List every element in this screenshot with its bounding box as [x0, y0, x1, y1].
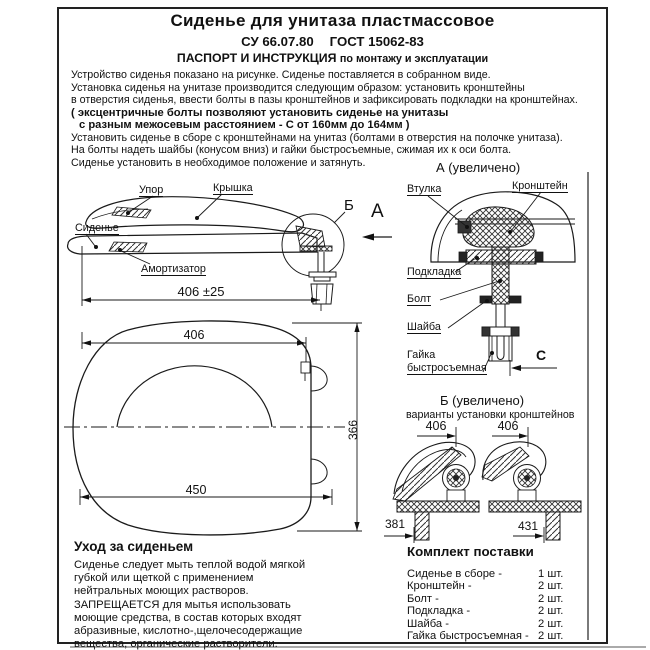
label-shayba: Шайба — [407, 321, 441, 333]
detail-b-marker: Б — [344, 197, 354, 214]
package-item-qty: 2 шт. — [538, 592, 564, 605]
package-section — [407, 544, 563, 643]
care-line: ЗАПРЕЩАЕТСЯ для мытья использовать — [74, 598, 291, 611]
label-upor: Упор — [139, 184, 164, 196]
intro-line: На болты надеть шайбы (конусом вниз) и гайки быстросъемные, сжимая их к оси болта. — [71, 144, 512, 157]
package-row — [407, 630, 563, 642]
dim-v2-431: 431 — [518, 519, 539, 533]
intro-line: в отверстия сиденья, ввести болты в пазы кронштейнов и зафиксировать подкладки на кронштейнах. — [71, 94, 578, 107]
package-row — [407, 618, 563, 630]
package-row — [407, 593, 563, 605]
package-item-name: Подкладка - — [407, 605, 471, 618]
dim-v1-381: 381 — [385, 517, 406, 531]
care-section — [74, 539, 305, 650]
package-item-qty: 2 шт. — [538, 605, 564, 618]
detail-a-title: А (увеличено) — [436, 160, 521, 175]
care-line: моющие средства, в состав которых входят — [74, 611, 302, 624]
intro-text — [71, 69, 578, 169]
care-line: Сиденье следует мыть теплой водой мягкой — [74, 559, 306, 571]
label-amortizator: Амортизатор — [141, 263, 206, 275]
dim-c-label: С — [536, 347, 547, 363]
dim-406-25: 406 ±25 — [177, 284, 225, 299]
label-gayka-line1: Гайка — [407, 349, 436, 361]
package-row — [407, 580, 563, 592]
intro-bold-line: ( эксцентричные болты позволяют установить сиденье на унитазы — [71, 106, 449, 119]
dim-bottom-450: 450 — [185, 483, 207, 497]
page-title: Сиденье для унитаза пластмассовое — [170, 11, 495, 30]
dim-top-406: 406 — [183, 328, 205, 342]
package-item-qty: 2 шт. — [538, 630, 564, 643]
label-kronshtein: Кронштейн — [512, 180, 568, 192]
package-item-qty: 2 шт. — [538, 580, 564, 593]
package-row — [407, 568, 563, 580]
care-line: вещества, органические растворители. — [74, 638, 278, 650]
dim-side-366: 366 — [346, 419, 360, 440]
care-line: нейтральных моющих растворов. — [74, 585, 249, 598]
dim-v1-406: 406 — [425, 419, 447, 433]
intro-bold-line: с разным межосевым расстоянием - С от 160мм до 164мм ) — [79, 119, 410, 132]
label-sidenye: Сиденье — [75, 222, 119, 234]
intro-line: Устройство сиденья показано на рисунке. Сиденье поставляется в собранном виде. — [71, 69, 491, 81]
header — [60, 11, 605, 65]
label-bolt: Болт — [407, 293, 432, 305]
label-podkladka: Подкладка — [407, 266, 462, 278]
model-number: СУ 66.07.80 — [241, 34, 314, 49]
package-item-name: Болт - — [407, 592, 439, 605]
care-line: абразивные, кислотно-,щелочесодержащие — [74, 625, 303, 638]
package-item-name: Сиденье в сборе - — [407, 568, 502, 580]
intro-line: Установка сиденья на унитазе производится следующим образом: установить кронштейны — [71, 81, 525, 94]
label-kryshka: Крышка — [213, 182, 253, 194]
dim-v2-406: 406 — [497, 419, 519, 433]
label-gayka-line2: быстросъемная — [407, 362, 487, 374]
intro-line: Установить сиденье в сборе с кронштейнами на унитаз (болтами в отверстия на полочке унитаза). — [71, 131, 563, 144]
model-gost-line — [60, 34, 605, 49]
doc-type: ПАСПОРТ И ИНСТРУКЦИЯ — [176, 51, 337, 65]
gost-number: ГОСТ 15062-83 — [329, 34, 424, 49]
package-item-qty: 1 шт. — [538, 568, 564, 580]
package-item-name: Шайба - — [407, 617, 449, 630]
detail-b-title: Б (увеличено) — [440, 393, 525, 408]
view-arrow-label: А — [371, 201, 384, 222]
package-title: Комплект поставки — [407, 544, 534, 559]
doc-subtype: по монтажу и эксплуатации — [339, 53, 489, 65]
package-item-name: Гайка быстросъемная - — [407, 630, 529, 643]
intro-line: Сиденье установить в необходимое положение и затянуть. — [71, 156, 366, 169]
package-item-name: Кронштейн - — [407, 580, 472, 593]
label-vtulka: Втулка — [407, 183, 442, 195]
package-item-qty: 2 шт. — [538, 617, 564, 630]
doc-type-line — [60, 51, 605, 65]
detail-b-subtitle: варианты установки кронштейнов — [406, 409, 575, 421]
package-row — [407, 605, 563, 617]
care-line: губкой или щеткой с применением — [74, 572, 254, 585]
care-title: Уход за сиденьем — [74, 539, 194, 554]
